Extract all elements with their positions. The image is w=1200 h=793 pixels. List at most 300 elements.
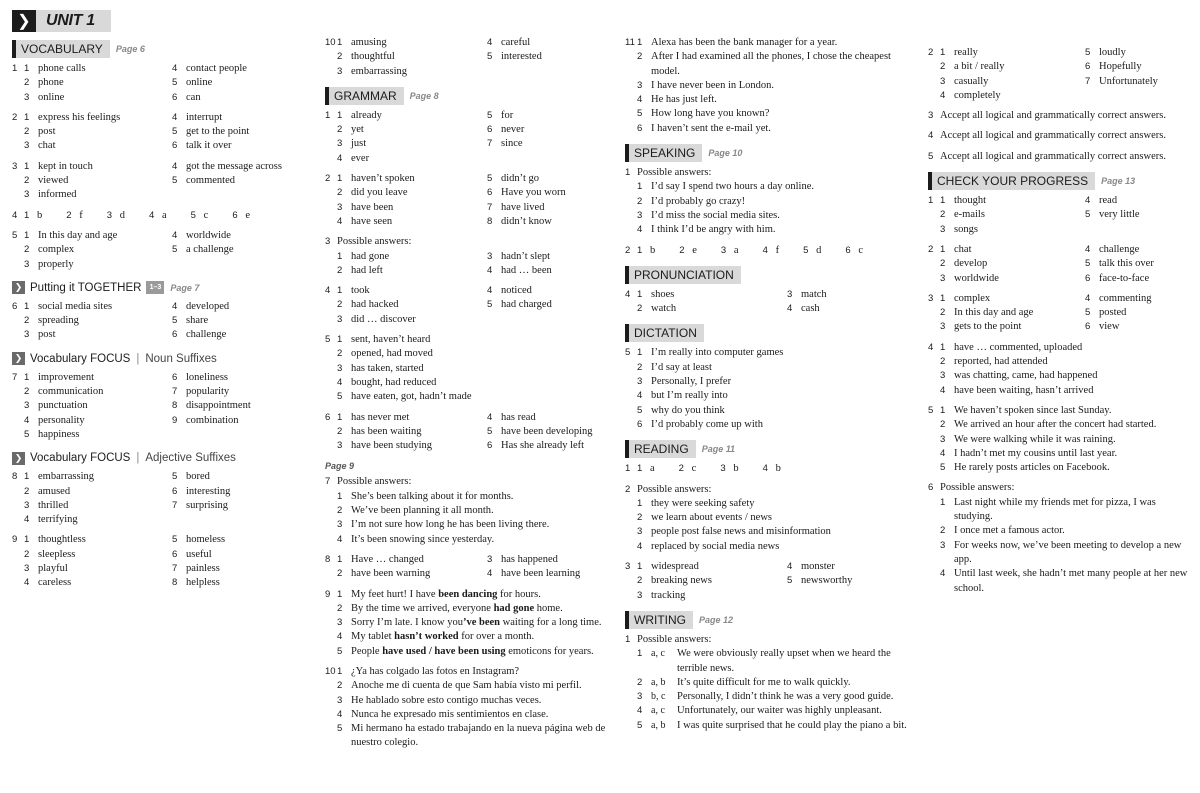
- answer-item: [172, 174, 312, 188]
- page-ref: Page 8: [409, 90, 439, 101]
- exercise: [12, 371, 312, 442]
- item-number: 2: [337, 348, 343, 360]
- answer-text: In this day and age: [38, 229, 118, 241]
- exercise-row: [928, 243, 1193, 286]
- exercise-number: 4: [625, 288, 631, 300]
- item-number: 6: [232, 209, 238, 221]
- exercise-number: 1: [625, 463, 631, 475]
- answer-text: She’s been talking about it for months.: [351, 490, 514, 502]
- answer-text: online: [38, 91, 65, 103]
- item-number: 7: [172, 499, 178, 511]
- answer-text: b: [775, 463, 781, 475]
- item-number: 3: [787, 288, 793, 300]
- item-number: 2: [337, 680, 343, 692]
- exercise-number: 4: [325, 285, 331, 297]
- answer-grid: [24, 229, 312, 272]
- answer-item: [940, 384, 1193, 398]
- exercise-row: [12, 62, 312, 105]
- exercise-number: 2: [928, 47, 934, 58]
- exercise: [325, 553, 610, 582]
- item-number: 5: [190, 209, 196, 221]
- exercise-number: 2: [928, 243, 934, 255]
- answer-item: [487, 137, 610, 151]
- answer-letters: a, b: [651, 719, 666, 731]
- item-number: 5: [487, 173, 493, 185]
- exercise: [12, 470, 312, 527]
- item-number: 5: [1085, 258, 1091, 270]
- answer-item: [940, 208, 1085, 222]
- answer-text: express his feelings: [38, 111, 121, 123]
- answer-text: did you leave: [351, 187, 408, 199]
- answer-text: didn’t go: [501, 173, 540, 185]
- section-title: Vocabulary FOCUS: [30, 352, 131, 365]
- answer-text: embarrassing: [38, 471, 94, 483]
- item-number: 5: [337, 391, 343, 403]
- exercise-number: 4: [928, 130, 934, 142]
- answer-text: face-to-face: [1099, 272, 1150, 284]
- item-number: 4: [487, 285, 493, 297]
- answer-text: cash: [801, 303, 820, 315]
- section-dictation: [625, 324, 910, 342]
- item-number: 2: [637, 512, 643, 524]
- item-number: 2: [66, 209, 72, 221]
- answer-text: Until last week, she hadn’t met many people at her new school.: [954, 568, 1188, 594]
- exercise-prompt: Possible answers:: [337, 476, 412, 488]
- item-number: 4: [787, 303, 793, 315]
- answer-item: [337, 518, 610, 532]
- answer-item: [337, 298, 487, 312]
- item-number: 9: [172, 414, 178, 426]
- item-number: 1: [940, 496, 946, 508]
- exercise-row: [625, 166, 910, 237]
- answer-item: [337, 250, 487, 264]
- item-number: 2: [940, 356, 946, 368]
- answer-item: [337, 152, 487, 166]
- exercise: [928, 341, 1193, 398]
- exercise-number: 5: [625, 347, 631, 359]
- answer-item: [487, 411, 610, 425]
- answer-text-start: By the time we arrived, everyone: [351, 602, 494, 614]
- answer-item: [487, 215, 610, 229]
- answer-highlight: ’ve been: [462, 617, 501, 629]
- item-number: 1: [337, 553, 343, 565]
- item-number: 1: [337, 665, 343, 677]
- answer-item: [24, 209, 42, 223]
- section-speaking: [625, 144, 910, 162]
- answer-item: [940, 418, 1193, 432]
- answer-item: [1085, 257, 1193, 271]
- exercise-number: 3: [12, 160, 18, 172]
- exercise-number: 4: [12, 209, 18, 221]
- item-number: 5: [172, 175, 178, 187]
- exercise-row: [325, 588, 610, 659]
- answer-text: opened, had moved: [351, 348, 433, 360]
- answer-item: [337, 630, 610, 644]
- item-number: 4: [172, 229, 178, 241]
- answer-item: [24, 300, 172, 314]
- item-number: 1: [24, 371, 30, 383]
- answer-text: sleepless: [38, 548, 76, 560]
- column-1: [12, 0, 312, 793]
- item-number: 1: [337, 109, 343, 121]
- answer-grid: [24, 533, 312, 590]
- answer-text: I’m really into computer games: [651, 347, 784, 359]
- item-number: 2: [337, 187, 343, 199]
- item-number: 3: [24, 499, 30, 511]
- answer-text: homeless: [186, 534, 226, 546]
- answer-item: [172, 300, 312, 314]
- exercise-number: 9: [325, 588, 331, 600]
- item-number: 2: [24, 175, 30, 187]
- item-number: 2: [679, 244, 685, 256]
- exercise-row: [12, 160, 312, 203]
- answer-text: really: [954, 47, 978, 58]
- answer-grid: [337, 553, 610, 582]
- answer-text: has been waiting: [351, 425, 422, 437]
- answer-item: [172, 111, 312, 125]
- answer-text: complex: [38, 244, 75, 256]
- answer-item: [107, 209, 125, 223]
- answer-text: amused: [38, 485, 71, 497]
- item-number: 5: [637, 719, 643, 731]
- answer-text: didn’t know: [501, 215, 552, 227]
- answer-item: [172, 314, 312, 328]
- item-number: 1: [337, 588, 343, 600]
- item-number: 1: [637, 244, 643, 256]
- item-number: 3: [24, 329, 30, 341]
- item-number: 5: [24, 428, 30, 440]
- answer-text: Accept all logical and grammatically correct answers.: [940, 130, 1166, 142]
- answer-item: [191, 209, 209, 223]
- answer-text: I hadn’t met my cousins until last year.: [954, 447, 1118, 459]
- exercise-number: 2: [325, 173, 331, 185]
- answer-item: [487, 250, 610, 264]
- answer-text: After I had examined all the phones, I chose the cheapest model.: [651, 51, 891, 77]
- item-number: 3: [106, 209, 113, 221]
- answer-text: In this day and age: [954, 307, 1034, 319]
- answer-text: [351, 630, 534, 644]
- answer-item: [487, 172, 610, 186]
- answer-text: have … commented, uploaded: [954, 341, 1083, 353]
- item-number: 8: [172, 577, 178, 589]
- item-number: [172, 258, 186, 272]
- exercise-row: [928, 341, 1193, 398]
- answer-text: develop: [954, 258, 988, 270]
- answer-item: [637, 50, 910, 79]
- answer-item: [637, 346, 910, 360]
- answer-item: [337, 215, 487, 229]
- answer-grid: [337, 411, 610, 454]
- item-number: 3: [637, 376, 643, 388]
- answer-text: talk this over: [1099, 258, 1154, 270]
- answer-text: contact people: [186, 63, 247, 74]
- answer-text: communication: [38, 386, 104, 398]
- item-number: 2: [637, 303, 643, 315]
- exercise-number: 8: [12, 471, 18, 483]
- answer-grid: [940, 194, 1193, 237]
- answer-letters: a, b: [651, 676, 666, 688]
- exercise-row: [325, 235, 610, 278]
- answer-text: loneliness: [186, 371, 228, 383]
- answer-item: [940, 257, 1085, 271]
- item-number: 6: [172, 91, 178, 103]
- answer-item: [940, 567, 1193, 596]
- answer-item: [337, 186, 487, 200]
- answer-item: [337, 123, 487, 137]
- answer-grid: [637, 288, 910, 317]
- exercise: [325, 333, 610, 404]
- item-number: 3: [940, 539, 946, 551]
- answer-item: [172, 470, 312, 484]
- item-number: 4: [487, 264, 493, 276]
- answer-item: [337, 376, 610, 390]
- answer-text: they were seeking safety: [651, 497, 755, 509]
- answer-text: terrifying: [38, 514, 78, 526]
- section-title: Putting it TOGETHER: [30, 281, 142, 294]
- answer-item: [24, 125, 172, 139]
- exercise: [625, 166, 910, 237]
- item-number: 5: [172, 244, 178, 256]
- answer-item: [803, 244, 821, 258]
- item-number: 5: [487, 299, 493, 311]
- answer-text: We arrived an hour after the concert had started.: [954, 419, 1157, 431]
- answer-item: [940, 355, 1193, 369]
- answer-item: [1085, 272, 1193, 286]
- answer-item: [24, 548, 172, 562]
- item-number: 4: [337, 533, 343, 545]
- answer-text: I’d miss the social media sites.: [651, 209, 780, 221]
- answer-text: have been warning: [351, 568, 431, 580]
- answer-text: was chatting, came, had happened: [954, 370, 1098, 382]
- item-number: 3: [337, 362, 343, 374]
- item-number: 4: [940, 89, 946, 101]
- answer-text-end: waiting for a long time.: [500, 617, 602, 629]
- answer-text: completely: [954, 89, 1001, 101]
- exercise-row: [625, 462, 910, 476]
- item-number: 1: [337, 285, 343, 297]
- answer-item: [787, 302, 910, 316]
- answer-text: painless: [186, 563, 220, 575]
- answer-text: have been studying: [351, 440, 433, 452]
- item-number: 3: [720, 463, 726, 475]
- item-number: 4: [940, 568, 946, 580]
- exercise-number: 1: [625, 633, 631, 645]
- answer-text: He hablado sobre esto contigo muchas veces.: [351, 694, 542, 706]
- answer-item: [172, 414, 312, 428]
- item-number: 6: [1085, 321, 1091, 333]
- item-number: 5: [337, 723, 343, 735]
- item-number: 2: [337, 602, 343, 614]
- answer-text: He has just left.: [651, 94, 717, 106]
- answer-text: has taken, started: [351, 362, 424, 374]
- exercise-row: [625, 346, 910, 432]
- answer-item: [487, 284, 610, 298]
- item-number: 1: [24, 63, 30, 74]
- answer-text: noticed: [501, 285, 532, 297]
- exercise-row: [928, 109, 1193, 123]
- answer-text: I’d probably go crazy!: [651, 195, 746, 207]
- item-number: 3: [637, 589, 643, 601]
- exercise-number: 10: [325, 37, 336, 48]
- item-number: 4: [337, 631, 343, 643]
- answer-text: shoes: [651, 288, 675, 300]
- exercise: [928, 404, 1193, 475]
- item-number: 1: [337, 490, 343, 502]
- answer-grid: [940, 292, 1193, 335]
- answer-item: [172, 548, 312, 562]
- exercise-number: 5: [12, 229, 18, 241]
- item-number: 3: [24, 400, 30, 412]
- item-number: 2: [337, 568, 343, 580]
- answer-text: people post false news and misinformation: [651, 526, 831, 538]
- answer-text: interrupt: [186, 111, 223, 123]
- exercise: [928, 243, 1193, 286]
- answer-text: already: [351, 109, 382, 121]
- exercise: [928, 46, 1193, 103]
- answer-item: [940, 447, 1193, 461]
- answer-text: f: [775, 244, 780, 256]
- answer-highlight: been dancing: [438, 588, 498, 600]
- item-number: 6: [172, 329, 178, 341]
- answer-text: worldwide: [954, 272, 999, 284]
- answer-item: [24, 371, 172, 385]
- item-number: 1: [24, 160, 30, 172]
- answer-text: playful: [38, 563, 68, 575]
- answer-item: [1085, 243, 1193, 257]
- answer-text: took: [351, 285, 370, 297]
- item-number: 2: [24, 126, 30, 138]
- item-number: 2: [940, 209, 946, 221]
- answer-text: social media sites: [38, 300, 113, 312]
- answer-text: sent, haven’t heard: [351, 334, 431, 346]
- answer-item: [637, 244, 655, 258]
- item-number: 6: [172, 485, 178, 497]
- answer-text: a: [733, 244, 739, 256]
- exercise-row: [928, 150, 1193, 164]
- exercise: [12, 209, 312, 223]
- answer-item: [337, 708, 610, 722]
- item-number: 1: [337, 173, 343, 185]
- section-vocabulary-focus-adjectives: [12, 450, 312, 466]
- item-number: 7: [487, 138, 493, 150]
- answer-item: [337, 665, 610, 679]
- section-putting-together: [12, 280, 312, 296]
- answer-grid: [337, 172, 610, 229]
- section-title: Vocabulary FOCUS: [30, 452, 131, 465]
- page-label: Page 9: [325, 461, 355, 472]
- item-number: 4: [172, 111, 178, 123]
- item-number: 6: [487, 124, 493, 136]
- answer-item: [149, 209, 167, 223]
- item-number: 5: [787, 575, 793, 587]
- exercise: [625, 560, 910, 603]
- answer-text: It’s quite difficult for me to walk quickly.: [677, 676, 851, 688]
- answer-item: [487, 50, 610, 64]
- answer-text: surprising: [186, 499, 228, 511]
- answer-text: has read: [501, 411, 536, 423]
- answer-item: [172, 139, 312, 153]
- answer-item: [24, 76, 172, 90]
- answer-text: properly: [38, 258, 74, 270]
- exercise-number: 6: [325, 411, 331, 423]
- item-number: 4: [487, 568, 493, 580]
- item-number: 4: [24, 577, 30, 589]
- answer-item: [24, 399, 172, 413]
- item-number: 4: [172, 160, 178, 172]
- item-number: 2: [24, 315, 30, 327]
- answer-item: [172, 485, 312, 499]
- answer-grid: [24, 470, 312, 527]
- answer-text: improvement: [38, 371, 94, 383]
- answer-item: [337, 109, 487, 123]
- answer-item: [637, 375, 910, 389]
- answer-text: had charged: [501, 299, 552, 311]
- exercise-number: 1: [625, 167, 631, 179]
- answer-text: monster: [801, 561, 835, 573]
- exercise-prompt: Possible answers:: [637, 633, 712, 645]
- exercise: [325, 665, 610, 751]
- item-number: 4: [762, 463, 768, 475]
- item-number: 2: [24, 244, 30, 256]
- answer-item: [337, 533, 610, 547]
- answer-item: [940, 320, 1085, 334]
- item-number: 3: [940, 272, 946, 284]
- item-number: [787, 589, 801, 603]
- item-number: 5: [172, 315, 178, 327]
- answer-item: [337, 588, 610, 602]
- answer-item: [787, 574, 910, 588]
- answer-text: I’d say I spend two hours a day online.: [651, 181, 815, 193]
- answer-item: [66, 209, 83, 223]
- item-number: 4: [337, 215, 343, 227]
- answer-text: can: [186, 91, 201, 103]
- answer-item: [172, 428, 312, 442]
- answer-item: [763, 244, 780, 258]
- exercise-number: 3: [928, 110, 934, 122]
- answer-text: phone calls: [38, 63, 86, 74]
- answer-text: match: [801, 288, 827, 300]
- item-number: 2: [24, 548, 30, 560]
- answer-item: [787, 589, 910, 603]
- answer-text: I once met a famous actor.: [954, 525, 1065, 537]
- answer-text: We haven’t spoken since last Sunday.: [954, 404, 1112, 416]
- answer-item: [24, 229, 172, 243]
- answer-item: [172, 160, 312, 174]
- answer-letters: a, c: [651, 705, 665, 717]
- item-number: 2: [337, 299, 343, 311]
- answer-item: [1085, 292, 1193, 306]
- exercise-row: [12, 209, 312, 223]
- answer-item: [637, 704, 910, 718]
- item-number: 8: [487, 215, 493, 227]
- answer-text: have been learning: [501, 568, 581, 580]
- answer-text-start: My feet hurt! I have: [351, 588, 439, 600]
- exercise-number: 2: [625, 483, 631, 495]
- exercise: [928, 481, 1193, 595]
- section-title: WRITING: [625, 611, 693, 629]
- answer-item: [637, 122, 910, 136]
- answer-item: [172, 258, 312, 272]
- answer-text: Personally, I prefer: [651, 376, 732, 388]
- section-title: DICTATION: [625, 324, 704, 342]
- answer-item: [940, 243, 1085, 257]
- answer-text: popularity: [186, 386, 230, 398]
- answer-text: very little: [1099, 209, 1140, 221]
- answer-item: [637, 525, 910, 539]
- answer-text: c: [858, 244, 864, 256]
- answer-text: view: [1099, 321, 1120, 333]
- item-number: 4: [637, 540, 643, 552]
